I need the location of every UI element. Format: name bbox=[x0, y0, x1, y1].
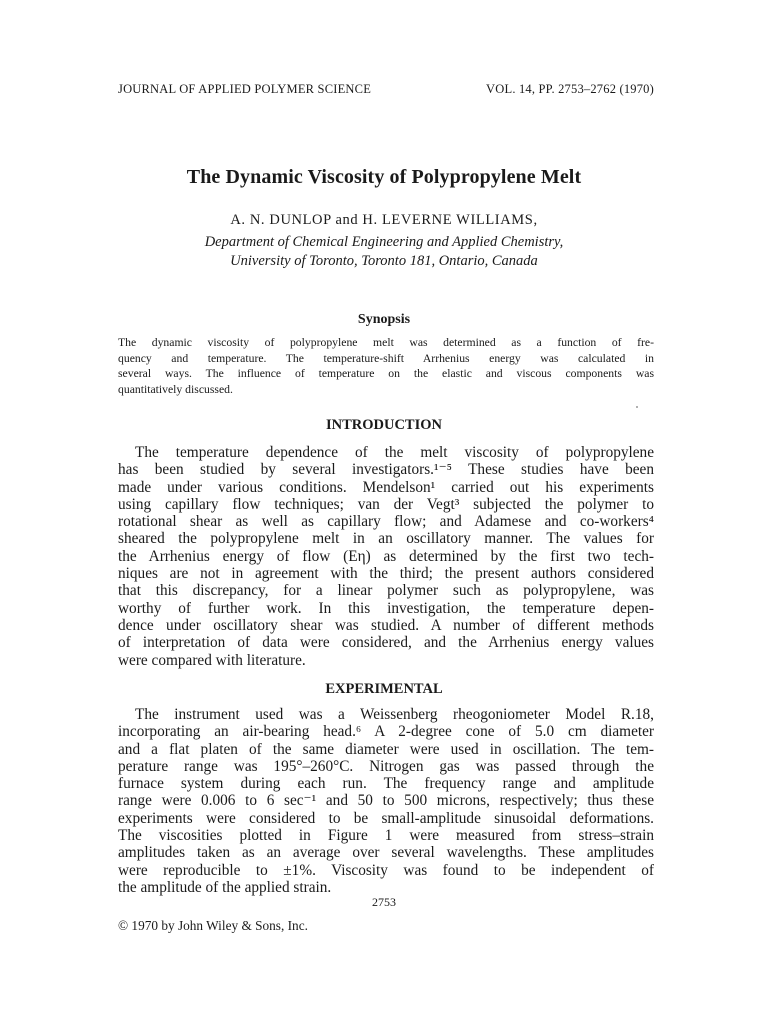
introduction-line: niques are not in agreement with the third; the present authors considered bbox=[118, 565, 654, 583]
introduction-line: sheared the polypropylene melt in an oscillatory manner. The values for bbox=[118, 530, 654, 548]
volume-info: VOL. 14, PP. 2753–2762 (1970) bbox=[486, 82, 654, 96]
introduction-line: rotational shear as well as capillary flow; and Adamese and co-workers⁴ bbox=[118, 513, 654, 531]
synopsis-paragraph bbox=[118, 335, 654, 398]
copyright-notice: © 1970 by John Wiley & Sons, Inc. bbox=[118, 918, 308, 933]
page-number: 2753 bbox=[372, 895, 396, 909]
introduction-line: has been studied by several investigators.¹⁻⁵ These studies have been bbox=[118, 461, 654, 479]
introduction-line: that this discrepancy, for a linear polymer such as polypropylene, was bbox=[118, 582, 654, 600]
experimental-heading: EXPERIMENTAL bbox=[325, 681, 443, 697]
introduction-line: dence under oscillatory shear was studied. A number of different methods bbox=[118, 616, 654, 634]
experimental-line: amplitudes taken as an average over several wavelengths. These amplitudes bbox=[118, 844, 654, 862]
synopsis-heading: Synopsis bbox=[357, 312, 411, 327]
experimental-line: experiments were considered to be small-amplitude sinusoidal deformations. bbox=[118, 809, 654, 827]
introduction-line: The temperature dependence of the melt viscosity of polypropylene bbox=[135, 444, 654, 461]
experimental-line: incorporating an air-bearing head.⁶ A 2-degree cone of 5.0 cm diameter bbox=[118, 723, 654, 741]
affiliation-university: University of Toronto, Toronto 181, Ontario, Canada bbox=[230, 253, 538, 269]
introduction-line: were compared with literature. bbox=[118, 651, 306, 669]
introduction-heading: INTRODUCTION bbox=[325, 417, 442, 433]
experimental-line: the amplitude of the applied strain. bbox=[118, 878, 332, 896]
experimental-paragraph bbox=[118, 706, 654, 896]
experimental-line: furnace system during each run. The frequency range and amplitude bbox=[118, 775, 654, 793]
article-title: The Dynamic Viscosity of Polypropylene Melt bbox=[186, 166, 582, 188]
introduction-paragraph bbox=[118, 444, 654, 669]
synopsis-line: quency and temperature. The temperature-shift Arrhenius energy was calculated in bbox=[118, 351, 654, 365]
introduction-line: made under various conditions. Mendelson¹ carried out his experiments bbox=[118, 478, 654, 496]
introduction-line: the Arrhenius energy of flow (Eη) as determined by the first two tech- bbox=[118, 547, 654, 565]
experimental-line: range were 0.006 to 6 sec⁻¹ and 50 to 500 microns, respectively; thus these bbox=[118, 792, 654, 810]
experimental-line: were reproducible to ±1%. Viscosity was found to be independent of bbox=[118, 861, 654, 879]
experimental-line: and a flat platen of the same diameter were used in oscillation. The tem- bbox=[118, 740, 654, 758]
synopsis-line: The dynamic viscosity of polypropylene melt was determined as a function of fre- bbox=[118, 336, 654, 349]
synopsis-line: several ways. The influence of temperature on the elastic and viscous components was bbox=[118, 367, 654, 381]
authors: A. N. DUNLOP and H. LEVERNE WILLIAMS, bbox=[230, 212, 538, 228]
experimental-line: The viscosities plotted in Figure 1 were measured from stress–strain bbox=[118, 827, 654, 845]
experimental-line: The instrument used was a Weissenberg rheogoniometer Model R.18, bbox=[135, 706, 654, 723]
stray-mark bbox=[636, 406, 638, 408]
introduction-line: using capillary flow techniques; van der Vegt³ subjected the polymer to bbox=[118, 495, 654, 513]
introduction-line: of interpretation of data were considered, and the Arrhenius energy values bbox=[118, 634, 654, 652]
experimental-line: perature range was 195°–260°C. Nitrogen gas was passed through the bbox=[118, 757, 654, 775]
synopsis-line: quantitatively discussed. bbox=[118, 383, 233, 397]
introduction-line: worthy of further work. In this investigation, the temperature depen- bbox=[118, 599, 654, 617]
journal-name: JOURNAL OF APPLIED POLYMER SCIENCE bbox=[118, 82, 372, 96]
affiliation-department: Department of Chemical Engineering and Applied Chemistry, bbox=[204, 234, 564, 250]
